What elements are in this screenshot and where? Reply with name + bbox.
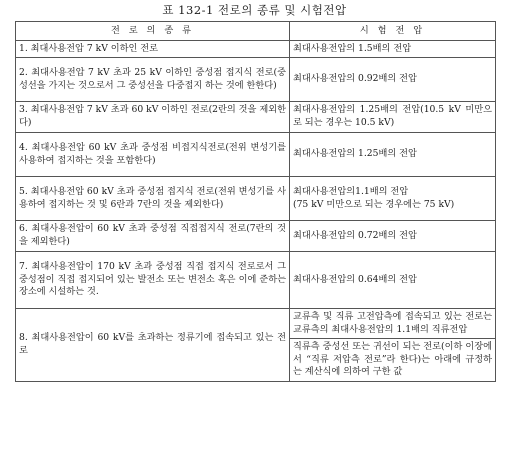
test-voltage: 최대사용전압의 0.64배의 전압 — [290, 252, 496, 309]
table-row — [16, 221, 496, 252]
table-row — [16, 102, 496, 133]
test-voltage-note: (75 kV 미만으로 되는 경우에는 75 kV) — [293, 198, 455, 210]
table-row — [16, 177, 496, 221]
table-row — [16, 41, 496, 58]
header-circuit-type: 전 로 의 종 류 — [16, 22, 290, 41]
test-voltage: 최대사용전압의 1.5배의 전압 — [290, 41, 496, 58]
test-voltage: 최대사용전압의 0.92배의 전압 — [290, 58, 496, 102]
test-voltage-dc-low-side: 직류측 중성선 또는 귀선이 되는 전로(이하 이장에서 “직류 저압측 전로”라 한다)는 아래에 규정하는 계산식에 의하여 구한 값 — [290, 338, 495, 381]
circuit-condition: 7. 최대사용전압이 170 kV 초과 중성점 직접 접지식 전로로서 그 중성점이 직접 접지되어 있는 발전소 또는 변전소 혹은 이에 준하는 장소에 시설하는 것. — [16, 252, 290, 309]
table-row — [16, 252, 496, 309]
test-voltage-cell — [290, 309, 496, 382]
table-header-row — [16, 22, 496, 41]
test-voltage: 최대사용전압의 1.25배의 전압(10.5 kV 미만으로 되는 경우는 10.5 kV) — [290, 102, 496, 133]
table-row — [16, 309, 496, 382]
circuit-condition: 8. 최대사용전압이 60 kV를 초과하는 정류기에 접속되고 있는 전로 — [16, 309, 290, 382]
test-voltage-ac-side: 교류측 및 직류 고전압측에 접속되고 있는 전로는 교류측의 최대사용전압의 1.1배의 직류전압 — [293, 311, 492, 335]
circuit-condition: 5. 최대사용전압 60 kV 초과 중성점 접지식 전로(전위 변성기를 사용하여 접지하는 것 및 6란과 7란의 것을 제외한다) — [16, 177, 290, 221]
circuit-condition: 1. 최대사용전압 7 kV 이하인 전로 — [16, 41, 290, 58]
circuit-condition: 6. 최대사용전압이 60 kV 초과 중성점 직접접지식 전로(7란의 것을 제외한다) — [16, 221, 290, 252]
test-voltage-cell — [290, 177, 496, 221]
circuit-condition: 3. 최대사용전압 7 kV 초과 60 kV 이하인 전로(2란의 것을 제외한다) — [16, 102, 290, 133]
table-row — [16, 133, 496, 177]
table-caption: 표 132-1 전로의 종류 및 시험전압 — [162, 3, 347, 17]
circuit-condition: 2. 최대사용전압 7 kV 초과 25 kV 이하인 중성점 접지식 전로(중성선을 가지는 것으로서 그 중성선을 다중접지 하는 것에 한한다) — [16, 58, 290, 102]
circuit-condition: 4. 최대사용전압 60 kV 초과 중성점 비접지식전로(전위 변성기를 사용하여 접지하는 것을 포함한다) — [16, 133, 290, 177]
header-test-voltage: 시 험 전 압 — [290, 22, 496, 41]
table-row — [16, 58, 496, 102]
test-voltage: 최대사용전압의 1.25배의 전압 — [290, 133, 496, 177]
test-voltage-table — [15, 21, 496, 382]
test-voltage: 최대사용전압의1.1배의 전압 — [293, 185, 409, 197]
test-voltage: 최대사용전압의 0.72배의 전압 — [290, 221, 496, 252]
